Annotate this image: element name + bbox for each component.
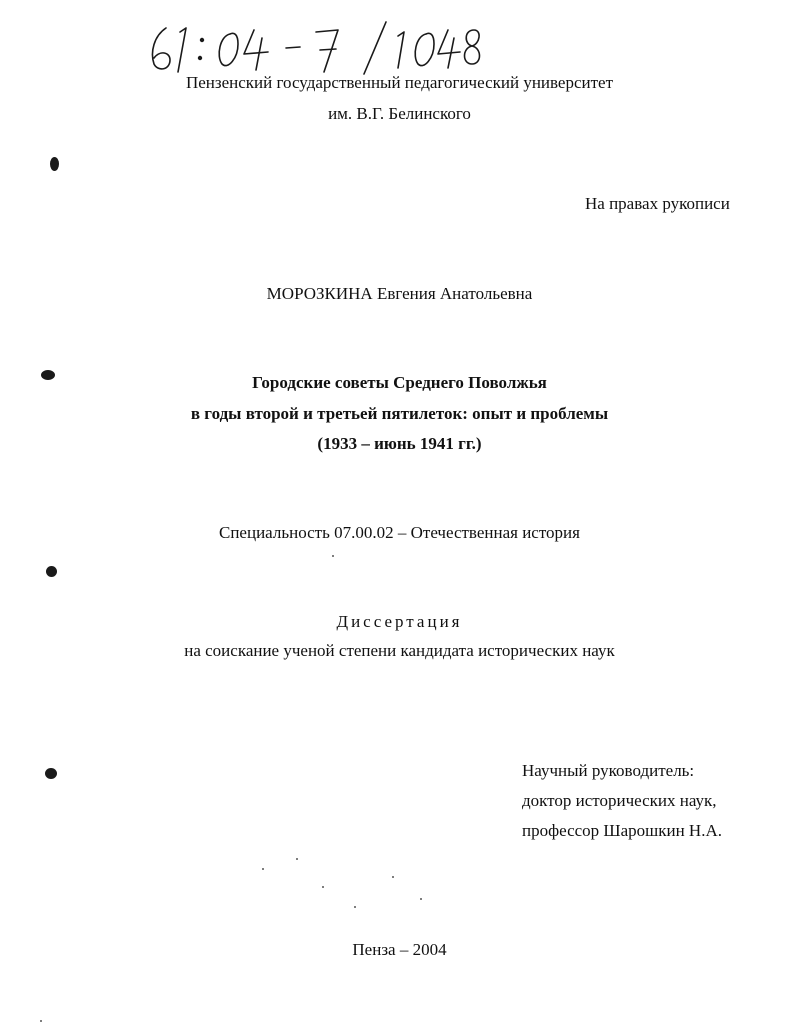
supervisor-name: профессор Шарошкин Н.А.: [522, 821, 722, 840]
scan-speck: [296, 858, 298, 860]
dissertation-title-line-1: Городские советы Среднего Поволжья: [252, 373, 547, 392]
handwritten-archive-number: [140, 18, 485, 76]
author-name: МОРОЗКИНА Евгения Анатольевна: [266, 284, 533, 303]
specialty: Специальность 07.00.02 – Отечественная история: [219, 523, 580, 542]
dissertation-title-line-2: в годы второй и третьей пятилеток: опыт и проблемы: [190, 404, 609, 423]
scan-speck: [322, 886, 324, 888]
supervisor-heading: Научный руководитель:: [522, 761, 695, 780]
scan-speck: [392, 876, 394, 878]
dissertation-label: Диссертация: [336, 612, 463, 631]
city-year: Пенза – 2004: [352, 940, 447, 959]
manuscript-rights-note: На правах рукописи: [585, 194, 730, 213]
scan-speck: [354, 906, 356, 908]
binder-hole: [45, 768, 57, 779]
dissertation-title-line-3: (1933 – июнь 1941 гг.): [317, 434, 482, 453]
university-named-after: им. В.Г. Белинского: [328, 104, 471, 123]
scan-speck: [262, 868, 264, 870]
binder-hole: [46, 566, 57, 577]
scan-speck: [420, 898, 422, 900]
scan-speck: [332, 555, 334, 557]
scan-speck: [40, 1020, 42, 1022]
supervisor-degree: доктор исторических наук,: [522, 791, 717, 810]
binder-hole: [50, 157, 59, 171]
dissertation-purpose: на соискание ученой степени кандидата исторических наук: [184, 641, 615, 660]
university-name: Пензенский государственный педагогический университет: [185, 73, 614, 92]
binder-hole: [41, 370, 55, 380]
